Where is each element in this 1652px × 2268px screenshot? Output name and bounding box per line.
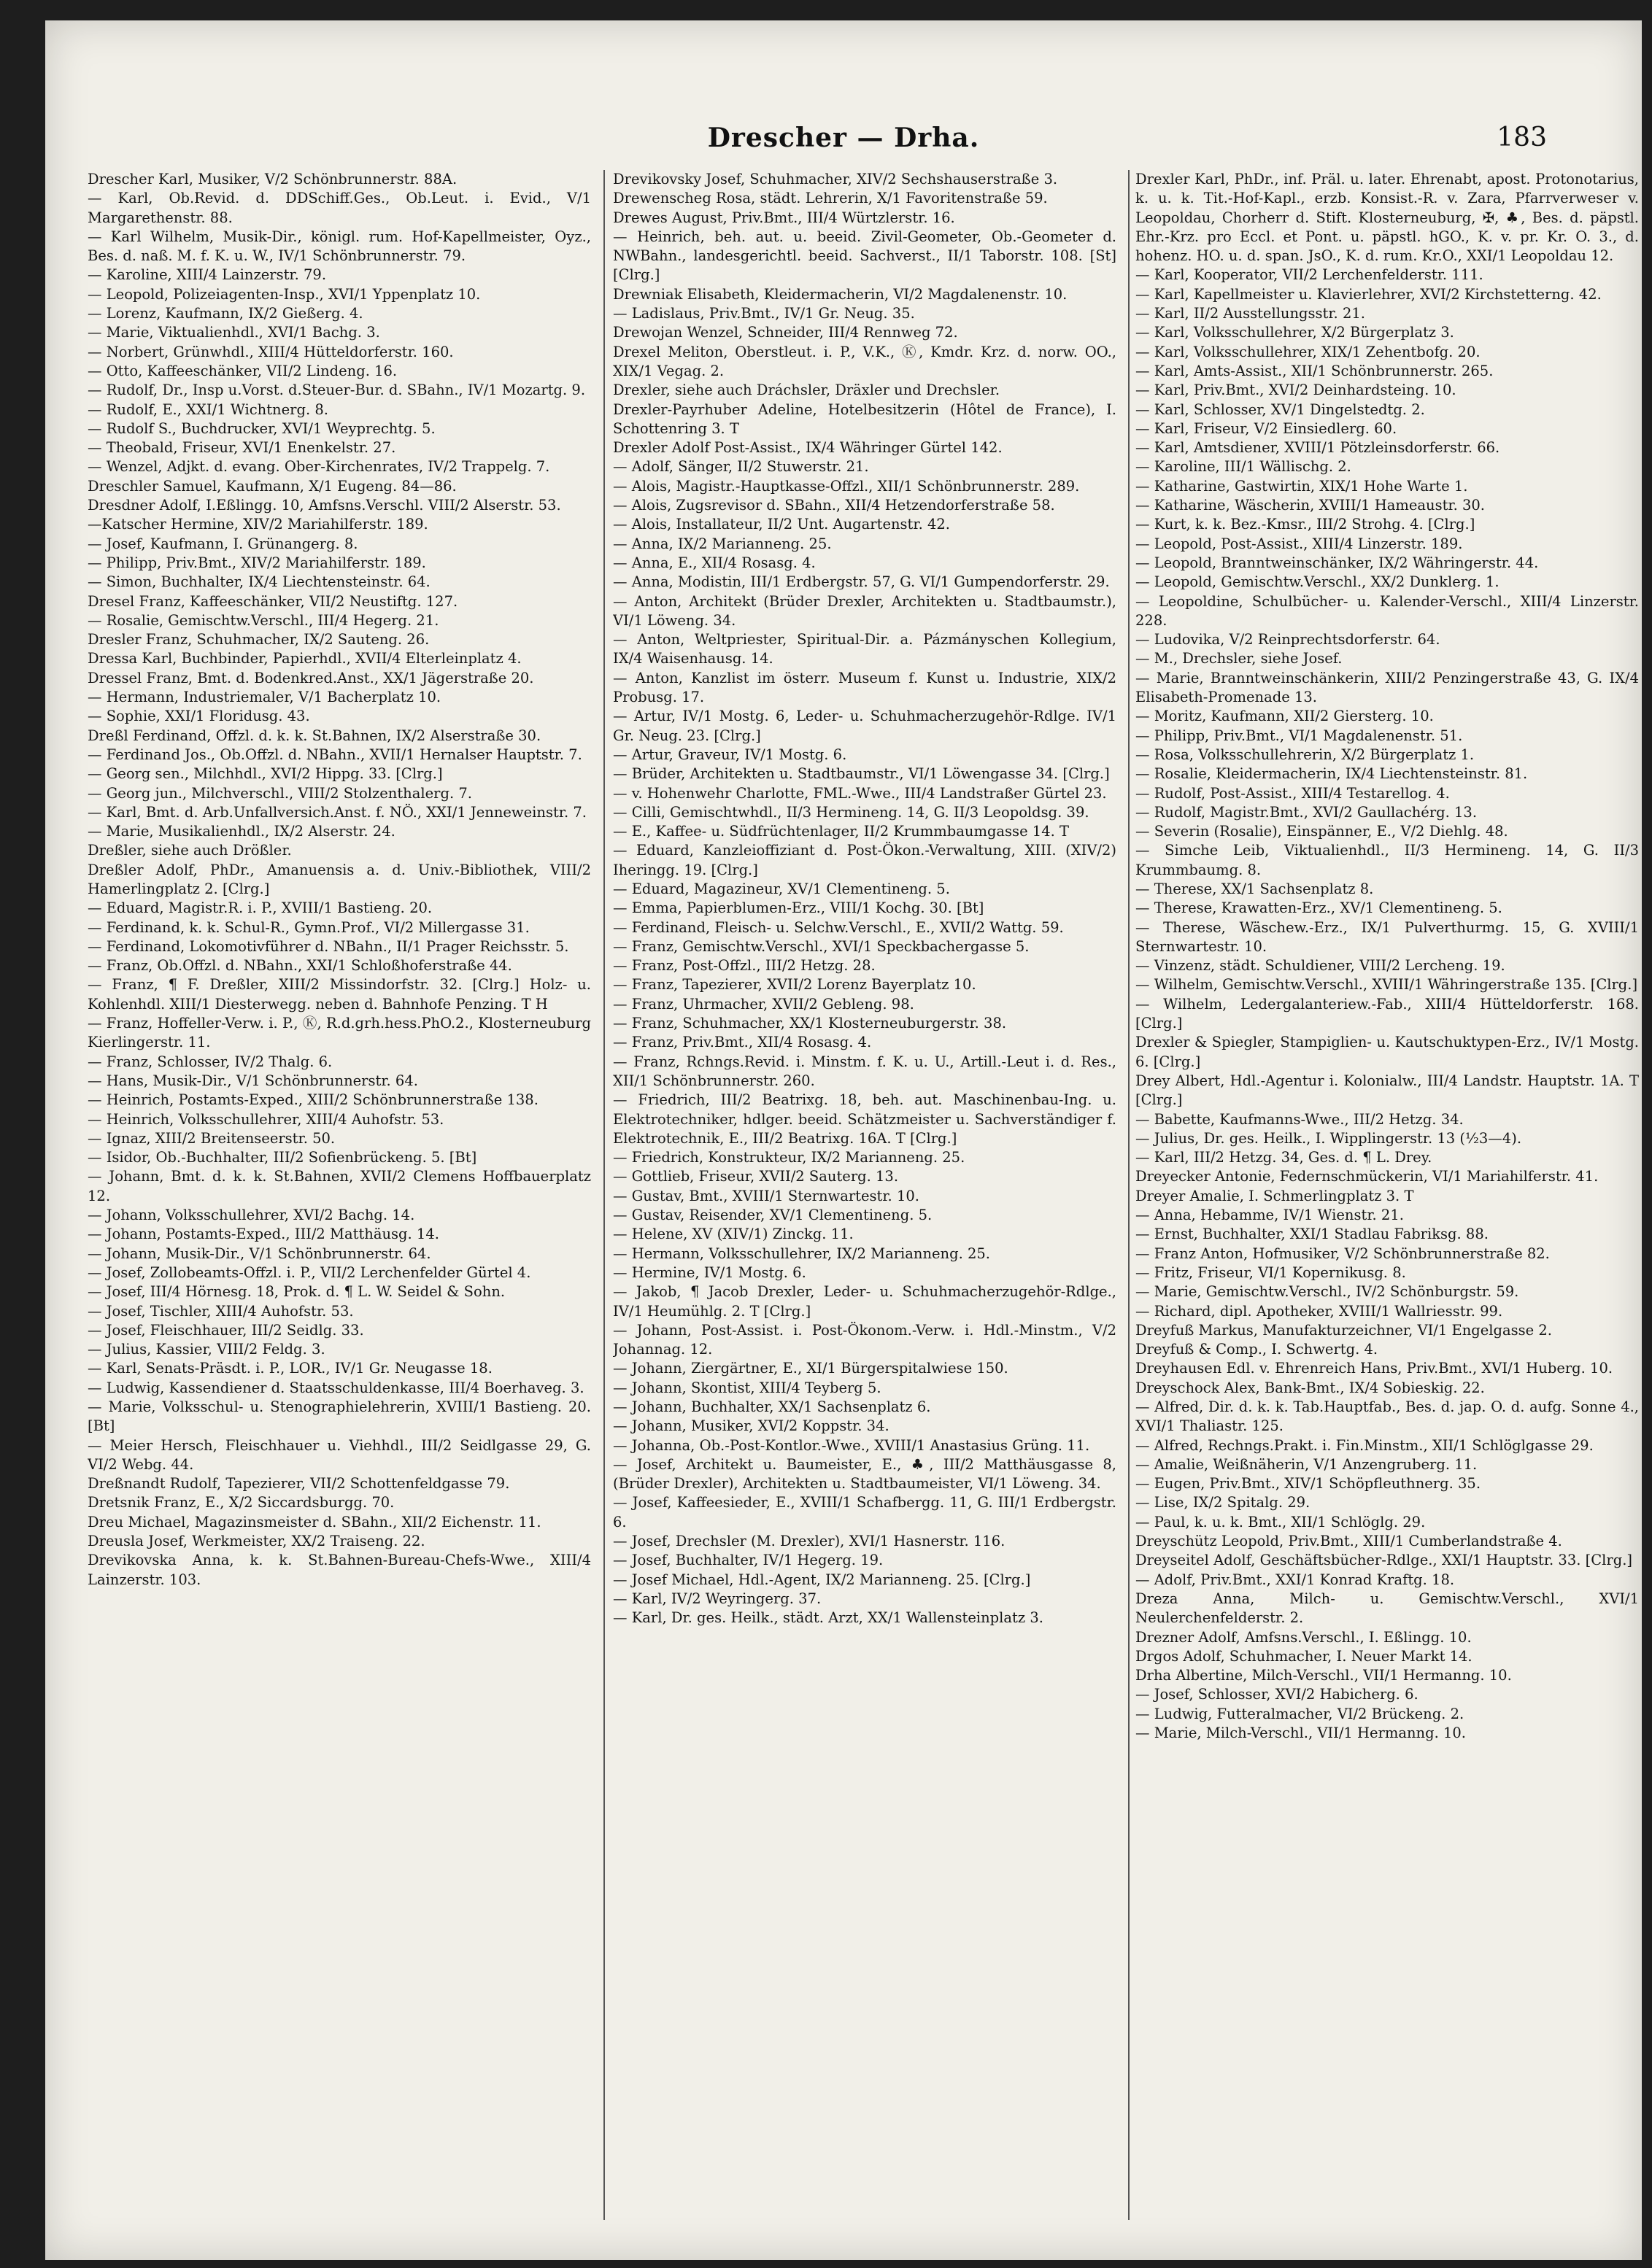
directory-entry: — Marie, Musikalienhdl., IX/2 Alserstr. 24. bbox=[88, 823, 395, 840]
directory-entry: Dretsnik Franz, E., X/2 Siccardsburgg. 70. bbox=[88, 1494, 395, 1512]
directory-entry: Dressel Franz, Bmt. d. Bodenkred.Anst., XX/1 Jägerstraße 20. bbox=[88, 669, 534, 686]
directory-entry: Dreschler Samuel, Kaufmann, X/1 Eugeng. 84—86. bbox=[88, 477, 457, 495]
directory-column-1 bbox=[88, 170, 591, 2242]
directory-entry: — Josef, Kaufmann, I. Grünangerg. 8. bbox=[88, 535, 358, 552]
directory-entry: — Johann, Postamts-Exped., III/2 Matthäusg. 14. bbox=[88, 1226, 439, 1243]
directory-entry: — Karl, II/2 Ausstellungsstr. 21. bbox=[1135, 305, 1365, 322]
directory-entry: — Marie, Volksschul- u. Stenographielehrerin, XVIII/1 Bastieng. 20. [Bt] bbox=[88, 1398, 591, 1435]
directory-entry: — Norbert, Grünwhdl., XIII/4 Hütteldorferstr. 160. bbox=[88, 343, 454, 360]
directory-entry: Drha Albertine, Milch-Verschl., VII/1 Hermanng. 10. bbox=[1135, 1667, 1512, 1684]
directory-entry: — Hans, Musik-Dir., V/1 Schönbrunnerstr. 64. bbox=[88, 1072, 418, 1089]
directory-entry: Drescher Karl, Musiker, V/2 Schönbrunnerstr. 88A. bbox=[88, 171, 458, 187]
directory-entry: — Kurt, k. k. Bez.-Kmsr., III/2 Strohg. 4. [Clrg.] bbox=[1135, 516, 1475, 533]
directory-entry: — Karl, Bmt. d. Arb.Unfallversich.Anst. f. NÖ., XXI/1 Jenneweinstr. 7. bbox=[88, 803, 587, 821]
directory-entry: Dreu Michael, Magazinsmeister d. SBahn., XII/2 Eichenstr. 11. bbox=[88, 1513, 541, 1530]
directory-entry: Drgos Adolf, Schuhmacher, I. Neuer Markt 14. bbox=[1135, 1647, 1472, 1665]
directory-entry: Drexler Karl, PhDr., inf. Präl. u. later. Ehrenabt, apost. Protonotarius, k. u. k. Tit.-Hof-Kapl., erzb. Konsist.-R. v. Zara, Pfarrverweser v. Leopoldau, Chorherr d. Stift. Klosterneuburg, ✠, ♣, Bes. d. päpstl. Ehr.-Krz. pro Eccl. et Pont. u. päpstl. hGO., K. v. pr. Kr. O. 3., d. hohenz. HO. u. d. span. JsO., K. d. rum. Kr.O., XXI/1 Leopoldau 12. bbox=[1135, 171, 1639, 265]
directory-entry: — Franz Anton, Hofmusiker, V/2 Schönbrunnerstraße 82. bbox=[1135, 1245, 1550, 1262]
directory-entry: — v. Hohenwehr Charlotte, FML.-Wwe., III/4 Landstraßer Gürtel 23. bbox=[613, 784, 1107, 802]
directory-entry: — Rosalie, Gemischtw.Verschl., III/4 Hegerg. 21. bbox=[88, 611, 439, 629]
directory-entry: — Anna, Modistin, III/1 Erdbergstr. 57, G. VI/1 Gumpendorferstr. 29. bbox=[613, 573, 1110, 591]
directory-entry: — Artur, Graveur, IV/1 Mostg. 6. bbox=[613, 746, 847, 763]
directory-entry: Dresdner Adolf, I.Eßlingg. 10, Amfsns.Verschl. VIII/2 Alserstr. 53. bbox=[88, 497, 561, 514]
directory-entry: — Johann, Ziergärtner, E., XI/1 Bürgerspitalwiese 150. bbox=[613, 1360, 1008, 1377]
directory-entry: — Franz, Hoffeller-Verw. i. P., Ⓚ, R.d.grh.hess.PhO.2., Klosterneuburg Kierlingerstr. 11. bbox=[88, 1015, 591, 1051]
directory-entry: — Franz, ¶ F. Dreßler, XIII/2 Missindorfstr. 32. [Clrg.] Holz- u. Kohlenhdl. XIII/1 Diesterwegg. neben d. Bahnhofe Penzing. T H bbox=[88, 976, 591, 1013]
directory-entry: — Eugen, Priv.Bmt., XIV/1 Schöpfleuthnerg. 35. bbox=[1135, 1475, 1481, 1493]
directory-entry: — Josef, Kaffeesieder, E., XVIII/1 Schafbergg. 11, G. III/1 Erdbergstr. 6. bbox=[613, 1494, 1116, 1530]
directory-entry: — E., Kaffee- u. Südfrüchtenlager, II/2 Krummbaumgasse 14. T bbox=[613, 823, 1070, 840]
directory-entry: — Josef, Zollobeamts-Offzl. i. P., VII/2 Lerchenfelder Gürtel 4. bbox=[88, 1263, 531, 1281]
directory-entry: Drevikovska Anna, k. k. St.Bahnen-Bureau-Chefs-Wwe., XIII/4 Lainzerstr. 103. bbox=[88, 1552, 591, 1588]
directory-entry: Drewenscheg Rosa, städt. Lehrerin, X/1 Favoritenstraße 59. bbox=[613, 190, 1048, 207]
directory-entry: — Wilhelm, Ledergalanteriew.-Fab., XIII/4 Hütteldorferstr. 168. [Clrg.] bbox=[1135, 995, 1639, 1032]
directory-entry: — Franz, Priv.Bmt., XII/4 Rosasg. 4. bbox=[613, 1034, 872, 1051]
directory-entry: — Therese, XX/1 Sachsenplatz 8. bbox=[1135, 880, 1374, 897]
directory-entry: — Anton, Architekt (Brüder Drexler, Architekten u. Stadtbaumstr.), VI/1 Löweng. 34. bbox=[613, 592, 1116, 629]
directory-entry: — Alois, Zugsrevisor d. SBahn., XII/4 Hetzendorferstraße 58. bbox=[613, 497, 1055, 514]
directory-entry: — Karl Wilhelm, Musik-Dir., königl. rum. Hof-Kapellmeister, Oyz., Bes. d. naß. M. f. K. u. W., IV/1 Schönbrunnerstr. 79. bbox=[88, 228, 591, 265]
directory-entry: Drexler, siehe auch Dráchsler, Dräxler und Drechsler. bbox=[613, 382, 1000, 399]
directory-entry: — Anna, Hebamme, IV/1 Wienstr. 21. bbox=[1135, 1207, 1404, 1224]
directory-entry: — Karl, Volksschullehrer, X/2 Bürgerplatz 3. bbox=[1135, 324, 1454, 341]
directory-entry: — Rudolf, Magistr.Bmt., XVI/2 Gaullachérg. 13. bbox=[1135, 803, 1478, 821]
directory-entry: — Johann, Buchhalter, XX/1 Sachsenplatz 6. bbox=[613, 1398, 931, 1415]
directory-entry: — Johann, Volksschullehrer, XVI/2 Bachg. 14. bbox=[88, 1207, 415, 1224]
directory-entry: — Friedrich, III/2 Beatrixg. 18, beh. aut. Maschinenbau-Ing. u. Elektrotechniker, hdlger. beeid. Schätzmeister u. Sachverständiger f. Elektrotechnik, E., III/2 Beatrixg. 16A. T [Clrg.] bbox=[613, 1091, 1116, 1147]
directory-entry: — Karl, Kooperator, VII/2 Lerchenfelderstr. 111. bbox=[1135, 266, 1483, 284]
directory-entry: — Eduard, Magistr.R. i. P., XVIII/1 Bastieng. 20. bbox=[88, 899, 433, 917]
directory-entry: — Sophie, XXI/1 Floridusg. 43. bbox=[88, 708, 310, 725]
directory-entry: Dreyseitel Adolf, Geschäftsbücher-Rdlge., XXI/1 Hauptstr. 33. [Clrg.] bbox=[1135, 1552, 1633, 1569]
directory-entry: — Josef, Architekt u. Baumeister, E., ♣, III/2 Matthäusgasse 8, (Brüder Drexler), Architekten u. Stadtbaumeister, VI/1 Löweng. 34. bbox=[613, 1455, 1116, 1493]
directory-entry: — Heinrich, Volksschullehrer, XIII/4 Auhofstr. 53. bbox=[88, 1110, 444, 1128]
directory-entry: Dreyschütz Leopold, Priv.Bmt., XIII/1 Cumberlandstraße 4. bbox=[1135, 1533, 1562, 1550]
directory-entry: — Anna, IX/2 Marianneng. 25. bbox=[613, 535, 832, 552]
directory-entry: — Rosa, Volksschullehrerin, X/2 Bürgerplatz 1. bbox=[1135, 746, 1475, 763]
directory-entry: — Franz, Post-Offzl., III/2 Hetzg. 28. bbox=[613, 957, 876, 975]
directory-entry: — Josef, Buchhalter, IV/1 Hegerg. 19. bbox=[613, 1552, 884, 1569]
directory-entry: — Julius, Dr. ges. Heilk., I. Wipplingerstr. 13 (½3—4). bbox=[1135, 1129, 1522, 1147]
directory-entry: — Franz, Ob.Offzl. d. NBahn., XXI/1 Schloßhoferstraße 44. bbox=[88, 957, 512, 975]
directory-entry: — Franz, Rchngs.Revid. i. Minstm. f. K. u. U., Artill.-Leut i. d. Res., XII/1 Schönbrunnerstr. 260. bbox=[613, 1053, 1116, 1089]
directory-entry: — Karl, Amts-Assist., XII/1 Schönbrunnerstr. 265. bbox=[1135, 362, 1494, 379]
directory-entry: Dreza Anna, Milch- u. Gemischtw.Verschl., XVI/1 Neulerchenfelderstr. 2. bbox=[1135, 1590, 1639, 1627]
directory-entry: — Josef, Tischler, XIII/4 Auhofstr. 53. bbox=[88, 1302, 354, 1320]
directory-entry: — Theobald, Friseur, XVI/1 Enenkelstr. 27. bbox=[88, 439, 396, 457]
directory-entry: — Alfred, Dir. d. k. k. Tab.Hauptfab., Bes. d. jap. O. d. aufg. Sonne 4., XVI/1 Thaliastr. 125. bbox=[1135, 1398, 1639, 1435]
directory-entry: — Therese, Krawatten-Erz., XV/1 Clementineng. 5. bbox=[1135, 899, 1502, 917]
directory-entry: Dresler Franz, Schuhmacher, IX/2 Sauteng. 26. bbox=[88, 631, 430, 649]
directory-entry: — Alois, Installateur, II/2 Unt. Augartenstr. 42. bbox=[613, 516, 950, 533]
directory-entry: — Amalie, Weißnäherin, V/1 Anzengruberg. 11. bbox=[1135, 1455, 1478, 1473]
directory-entry: Dreyhausen Edl. v. Ehrenreich Hans, Priv.Bmt., XVI/1 Huberg. 10. bbox=[1135, 1360, 1613, 1377]
directory-entry: — Hermine, IV/1 Mostg. 6. bbox=[613, 1263, 806, 1281]
directory-entry: — Georg jun., Milchverschl., VIII/2 Stolzenthalerg. 7. bbox=[88, 784, 472, 802]
directory-entry: — Simche Leib, Viktualienhdl., II/3 Hermineng. 14, G. II/3 Krummbaumg. 8. bbox=[1135, 842, 1639, 878]
directory-entry: — Heinrich, Postamts-Exped., XIII/2 Schönbrunnerstraße 138. bbox=[88, 1091, 539, 1109]
directory-entry: — Josef, Drechsler (M. Drexler), XVI/1 Hasnerstr. 116. bbox=[613, 1533, 1006, 1550]
directory-column-3 bbox=[1135, 170, 1639, 2242]
directory-entry: Dreyschock Alex, Bank-Bmt., IX/4 Sobieskig. 22. bbox=[1135, 1379, 1485, 1396]
directory-entry: — Richard, dipl. Apotheker, XVIII/1 Wallriesstr. 99. bbox=[1135, 1302, 1503, 1320]
directory-entry: Dreyfuß & Comp., I. Schwertg. 4. bbox=[1135, 1341, 1378, 1358]
directory-entry: — Rudolf S., Buchdrucker, XVI/1 Weyprechtg. 5. bbox=[88, 419, 436, 437]
directory-entry: — Marie, Viktualienhdl., XVI/1 Bachg. 3. bbox=[88, 324, 380, 341]
directory-entry: — Severin (Rosalie), Einspänner, E., V/2 Diehlg. 48. bbox=[1135, 823, 1508, 840]
directory-entry: — Karl, III/2 Hetzg. 34, Ges. d. ¶ L. Drey. bbox=[1135, 1149, 1432, 1166]
directory-entry: — Karl, Ob.Revid. d. DDSchiff.Ges., Ob.Leut. i. Evid., V/1 Margarethenstr. 88. bbox=[88, 190, 591, 226]
directory-entry: — Karl, Amtsdiener, XVIII/1 Pötzleinsdorferstr. 66. bbox=[1135, 439, 1500, 457]
directory-entry: — Karl, Volksschullehrer, XIX/1 Zehentbofg. 20. bbox=[1135, 343, 1481, 360]
directory-entry: — Johann, Skontist, XIII/4 Teyberg 5. bbox=[613, 1379, 881, 1396]
directory-entry: — Philipp, Priv.Bmt., XIV/2 Mariahilferstr. 189. bbox=[88, 554, 426, 571]
directory-entry: — Marie, Gemischtw.Verschl., IV/2 Schönburgstr. 59. bbox=[1135, 1283, 1519, 1301]
directory-entry: Dreyfuß Markus, Manufakturzeichner, VI/1 Engelgasse 2. bbox=[1135, 1321, 1552, 1339]
directory-entry: — Simon, Buchhalter, IX/4 Liechtensteinstr. 64. bbox=[88, 573, 431, 591]
directory-entry: — Julius, Kassier, VIII/2 Feldg. 3. bbox=[88, 1341, 325, 1358]
directory-entry: — Heinrich, beh. aut. u. beeid. Zivil-Geometer, Ob.-Geometer d. NWBahn., landesgerichtl. beeid. Sachverst., II/1 Taborstr. 108. [St] [Clrg.] bbox=[613, 228, 1116, 284]
directory-entry: — Artur, IV/1 Mostg. 6, Leder- u. Schuhmacherzugehör-Rdlge. IV/1 Gr. Neug. 23. [Clrg.] bbox=[613, 708, 1116, 744]
directory-entry: — Leopold, Gemischtw.Verschl., XX/2 Dunklerg. 1. bbox=[1135, 573, 1499, 591]
directory-entry: — Karl, Dr. ges. Heilk., städt. Arzt, XX/1 Wallensteinplatz 3. bbox=[613, 1609, 1043, 1627]
directory-entry: — Ladislaus, Priv.Bmt., IV/1 Gr. Neug. 35. bbox=[613, 305, 915, 322]
directory-entry: — Leopold, Branntweinschänker, IX/2 Währingerstr. 44. bbox=[1135, 554, 1539, 571]
directory-entry: — Johann, Musiker, XVI/2 Koppstr. 34. bbox=[613, 1417, 889, 1435]
directory-entry: — Helene, XV (XIV/1) Zinckg. 11. bbox=[613, 1226, 854, 1243]
directory-entry: — Anna, E., XII/4 Rosasg. 4. bbox=[613, 554, 816, 571]
directory-entry: Drexler-Payrhuber Adeline, Hotelbesitzerin (Hôtel de France), I. Schottenring 3. T bbox=[613, 400, 1116, 437]
directory-column-2 bbox=[613, 170, 1116, 2242]
directory-entry: — Karl, Kapellmeister u. Klavierlehrer, XVI/2 Kirchstetterng. 42. bbox=[1135, 285, 1602, 303]
directory-entry: Drewes August, Priv.Bmt., III/4 Würtzlerstr. 16. bbox=[613, 209, 955, 226]
directory-entry: — Franz, Schlosser, IV/2 Thalg. 6. bbox=[88, 1053, 333, 1070]
page-header bbox=[45, 117, 1642, 160]
directory-entry: — Franz, Tapezierer, XVII/2 Lorenz Bayerplatz 10. bbox=[613, 976, 976, 994]
directory-entry: — Philipp, Priv.Bmt., VI/1 Magdalenenstr. 51. bbox=[1135, 727, 1463, 744]
page-number: 183 bbox=[1497, 123, 1547, 152]
directory-entry: — Lise, IX/2 Spitalg. 29. bbox=[1135, 1494, 1311, 1512]
directory-entry: — Ernst, Buchhalter, XXI/1 Stadlau Fabriksg. 88. bbox=[1135, 1226, 1489, 1243]
directory-entry: — Ludwig, Futteralmacher, VI/2 Brückeng. 2. bbox=[1135, 1705, 1464, 1722]
directory-entry: — Friedrich, Konstrukteur, IX/2 Marianneng. 25. bbox=[613, 1149, 965, 1166]
directory-entry: — Isidor, Ob.-Buchhalter, III/2 Sofienbrückeng. 5. [Bt] bbox=[88, 1149, 477, 1166]
directory-entry: Dreßler Adolf, PhDr., Amanuensis a. d. Univ.-Bibliothek, VIII/2 Hamerlingplatz 2. [Clrg.] bbox=[88, 861, 591, 897]
directory-entry: — Johann, Post-Assist. i. Post-Ökonom.-Verw. i. Hdl.-Minstm., V/2 Johannag. 12. bbox=[613, 1321, 1116, 1358]
directory-entry: Dressa Karl, Buchbinder, Papierhdl., XVII/4 Elterleinplatz 4. bbox=[88, 650, 522, 667]
directory-entry: Drexler & Spiegler, Stampiglien- u. Kautschuktypen-Erz., IV/1 Mostg. 6. [Clrg.] bbox=[1135, 1034, 1639, 1070]
directory-entry: — Johanna, Ob.-Post-Kontlor.-Wwe., XVIII/1 Anastasius Grüng. 11. bbox=[613, 1436, 1090, 1454]
directory-entry: — Josef, Schlosser, XVI/2 Habicherg. 6. bbox=[1135, 1686, 1419, 1703]
directory-entry: — Leopold, Post-Assist., XIII/4 Linzerstr. 189. bbox=[1135, 535, 1463, 552]
directory-entry: — Therese, Wäschew.-Erz., IX/1 Pulverthurmg. 15, G. XVIII/1 Sternwartestr. 10. bbox=[1135, 918, 1639, 955]
directory-entry: — Katharine, Wäscherin, XVIII/1 Hameaustr. 30. bbox=[1135, 497, 1486, 514]
directory-entry: — Josef, III/4 Hörnesg. 18, Prok. d. ¶ L. W. Seidel & Sohn. bbox=[88, 1283, 506, 1301]
document-page bbox=[45, 20, 1642, 2260]
column-divider bbox=[1128, 170, 1130, 2220]
directory-entry: — Eduard, Kanzleioffiziant d. Post-Ökon.-Verwaltung, XIII. (XIV/2) Iheringg. 19. [Clrg.] bbox=[613, 842, 1116, 878]
directory-entry: Drexel Meliton, Oberstleut. i. P., V.K., Ⓚ, Kmdr. Krz. d. norw. OO., XIX/1 Vegag. 2. bbox=[613, 343, 1116, 379]
directory-entry: — Rudolf, Dr., Insp u.Vorst. d.Steuer-Bur. d. SBahn., IV/1 Mozartg. 9. bbox=[88, 382, 586, 399]
directory-entry: — Babette, Kaufmanns-Wwe., III/2 Hetzg. 34. bbox=[1135, 1110, 1464, 1128]
directory-entry: — Jakob, ¶ Jacob Drexler, Leder- u. Schuhmacherzugehör-Rdlge., IV/1 Heumühlg. 2. T [Clrg.] bbox=[613, 1283, 1116, 1320]
directory-entry: — Paul, k. u. k. Bmt., XII/1 Schlöglg. 29. bbox=[1135, 1513, 1426, 1530]
directory-entry: — Karl, Friseur, V/2 Einsiedlerg. 60. bbox=[1135, 419, 1397, 437]
directory-entry: — Adolf, Priv.Bmt., XXI/1 Konrad Kraftg. 18. bbox=[1135, 1571, 1455, 1588]
directory-entry: Dresel Franz, Kaffeeschänker, VII/2 Neustiftg. 127. bbox=[88, 592, 458, 610]
directory-entry: — Ferdinand Jos., Ob.Offzl. d. NBahn., XVII/1 Hernalser Hauptstr. 7. bbox=[88, 746, 582, 763]
directory-entry: Dreyer Amalie, I. Schmerlingplatz 3. T bbox=[1135, 1187, 1414, 1204]
directory-entry: — Alois, Magistr.-Hauptkasse-Offzl., XII/1 Schönbrunnerstr. 289. bbox=[613, 477, 1080, 495]
directory-entry: — Lorenz, Kaufmann, IX/2 Gießerg. 4. bbox=[88, 305, 363, 322]
directory-entry: Drexler Adolf Post-Assist., IX/4 Währinger Gürtel 142. bbox=[613, 439, 1003, 457]
directory-entry: — Franz, Gemischtw.Verschl., XVI/1 Speckbachergasse 5. bbox=[613, 937, 1030, 955]
directory-entry: — Eduard, Magazineur, XV/1 Clementineng. 5. bbox=[613, 880, 950, 897]
directory-entry: — Gottlieb, Friseur, XVII/2 Sauterg. 13. bbox=[613, 1168, 899, 1185]
directory-entry: — Meier Hersch, Fleischhauer u. Viehhdl., III/2 Seidlgasse 29, G. VI/2 Webg. 44. bbox=[88, 1436, 591, 1473]
directory-entry: — Marie, Milch-Verschl., VII/1 Hermanng. 10. bbox=[1135, 1725, 1467, 1742]
directory-entry: — Rudolf, E., XXI/1 Wichtnerg. 8. bbox=[88, 400, 328, 418]
directory-entry: — Rudolf, Post-Assist., XIII/4 Testarellog. 4. bbox=[1135, 784, 1450, 802]
directory-entry: —Katscher Hermine, XIV/2 Mariahilferstr. 189. bbox=[88, 516, 428, 533]
directory-entry: — Johann, Musik-Dir., V/1 Schönbrunnerstr. 64. bbox=[88, 1245, 431, 1262]
directory-entry: — Cilli, Gemischtwhdl., II/3 Hermineng. 14, G. II/3 Leopoldsg. 39. bbox=[613, 803, 1089, 821]
directory-entry: — Wenzel, Adjkt. d. evang. Ober-Kirchenrates, IV/2 Trappelg. 7. bbox=[88, 458, 550, 476]
directory-entry: — Brüder, Architekten u. Stadtbaumstr., VI/1 Löwengasse 34. [Clrg.] bbox=[613, 765, 1110, 783]
directory-entry: — Karoline, XIII/4 Lainzerstr. 79. bbox=[88, 266, 327, 284]
directory-entry: — M., Drechsler, siehe Josef. bbox=[1135, 650, 1343, 667]
directory-entry: — Georg sen., Milchhdl., XVI/2 Hippg. 33. [Clrg.] bbox=[88, 765, 443, 783]
directory-entry: — Anton, Weltpriester, Spiritual-Dir. a. Pázmányschen Kollegium, IX/4 Waisenhausg. 14. bbox=[613, 631, 1116, 667]
directory-entry: — Leopoldine, Schulbücher- u. Kalender-Verschl., XIII/4 Linzerstr. 228. bbox=[1135, 592, 1639, 629]
directory-entry: — Adolf, Sänger, II/2 Stuwerstr. 21. bbox=[613, 458, 869, 476]
directory-entry: — Karl, IV/2 Weyringerg. 37. bbox=[613, 1590, 822, 1607]
directory-entry: — Karl, Schlosser, XV/1 Dingelstedtg. 2. bbox=[1135, 400, 1425, 418]
directory-entry: — Vinzenz, städt. Schuldiener, VIII/2 Lercheng. 19. bbox=[1135, 957, 1505, 975]
directory-entry: — Ferdinand, Fleisch- u. Selchw.Verschl., E., XVII/2 Wattg. 59. bbox=[613, 918, 1064, 936]
directory-entry: — Hermann, Volksschullehrer, IX/2 Marianneng. 25. bbox=[613, 1245, 990, 1262]
directory-entry: — Wilhelm, Gemischtw.Verschl., XVIII/1 Währingerstraße 135. [Clrg.] bbox=[1135, 976, 1638, 994]
directory-entry: — Emma, Papierblumen-Erz., VIII/1 Kochg. 30. [Bt] bbox=[613, 899, 984, 917]
column-divider bbox=[603, 170, 605, 2220]
directory-entry: — Fritz, Friseur, VI/1 Kopernikusg. 8. bbox=[1135, 1263, 1406, 1281]
directory-entry: — Karoline, III/1 Wällischg. 2. bbox=[1135, 458, 1351, 476]
directory-entry: — Franz, Schuhmacher, XX/1 Klosterneuburgerstr. 38. bbox=[613, 1015, 1007, 1032]
directory-entry: — Johann, Bmt. d. k. k. St.Bahnen, XVII/2 Clemens Hoffbauerplatz 12. bbox=[88, 1168, 591, 1204]
directory-entry: — Ferdinand, k. k. Schul-R., Gymn.Prof., VI/2 Millergasse 31. bbox=[88, 918, 530, 936]
directory-entry: — Josef Michael, Hdl.-Agent, IX/2 Marianneng. 25. [Clrg.] bbox=[613, 1571, 1031, 1588]
directory-entry: Drewniak Elisabeth, Kleidermacherin, VI/2 Magdalenenstr. 10. bbox=[613, 285, 1068, 303]
directory-entry: Dreyecker Antonie, Federnschmückerin, VI/1 Mariahilferstr. 41. bbox=[1135, 1168, 1599, 1185]
directory-entry: Dreßl Ferdinand, Offzl. d. k. k. St.Bahnen, IX/2 Alserstraße 30. bbox=[88, 727, 541, 744]
directory-entry: — Franz, Uhrmacher, XVII/2 Gebleng. 98. bbox=[613, 995, 914, 1013]
directory-entry: — Ignaz, XIII/2 Breitenseerstr. 50. bbox=[88, 1129, 336, 1147]
directory-entry: — Karl, Priv.Bmt., XVI/2 Deinhardsteing. 10. bbox=[1135, 382, 1456, 399]
directory-entry: — Anton, Kanzlist im österr. Museum f. Kunst u. Industrie, XIX/2 Probusg. 17. bbox=[613, 669, 1116, 706]
directory-entry: Drevikovsky Josef, Schuhmacher, XIV/2 Sechshauserstraße 3. bbox=[613, 171, 1058, 187]
directory-entry: — Moritz, Kaufmann, XII/2 Giersterg. 10. bbox=[1135, 708, 1434, 725]
directory-entry: Drey Albert, Hdl.-Agentur i. Kolonialw., III/4 Landstr. Hauptstr. 1A. T [Clrg.] bbox=[1135, 1072, 1639, 1109]
directory-entry: — Karl, Senats-Präsdt. i. P., LOR., IV/1 Gr. Neugasse 18. bbox=[88, 1360, 493, 1377]
directory-entry: — Leopold, Polizeiagenten-Insp., XVI/1 Yppenplatz 10. bbox=[88, 285, 481, 303]
directory-entry: Dreßnandt Rudolf, Tapezierer, VII/2 Schottenfeldgasse 79. bbox=[88, 1475, 510, 1493]
directory-entry: — Alfred, Rechngs.Prakt. i. Fin.Minstm., XII/1 Schlöglgasse 29. bbox=[1135, 1436, 1594, 1454]
directory-entry: Drewojan Wenzel, Schneider, III/4 Rennweg 72. bbox=[613, 324, 958, 341]
directory-entry: — Josef, Fleischhauer, III/2 Seidlg. 33. bbox=[88, 1321, 364, 1339]
directory-entry: — Ludovika, V/2 Reinprechtsdorferstr. 64. bbox=[1135, 631, 1440, 649]
directory-entry: — Otto, Kaffeeschänker, VII/2 Lindeng. 16. bbox=[88, 362, 398, 379]
directory-entry: — Gustav, Bmt., XVIII/1 Sternwartestr. 10. bbox=[613, 1187, 919, 1204]
directory-entry: — Ludwig, Kassendiener d. Staatsschuldenkasse, III/4 Boerhaveg. 3. bbox=[88, 1379, 584, 1396]
directory-entry: — Rosalie, Kleidermacherin, IX/4 Liechtensteinstr. 81. bbox=[1135, 765, 1528, 783]
directory-entry: — Gustav, Reisender, XV/1 Clementineng. 5. bbox=[613, 1207, 933, 1224]
directory-entry: — Hermann, Industriemaler, V/1 Bacherplatz 10. bbox=[88, 689, 441, 706]
directory-entry: — Ferdinand, Lokomotivführer d. NBahn., II/1 Prager Reichsstr. 5. bbox=[88, 937, 569, 955]
directory-entry: — Marie, Branntweinschänkerin, XIII/2 Penzingerstraße 43, G. IX/4 Elisabeth-Promenade 13. bbox=[1135, 669, 1639, 706]
directory-entry: Dreusla Josef, Werkmeister, XX/2 Traiseng. 22. bbox=[88, 1533, 425, 1550]
directory-entry: Drezner Adolf, Amfsns.Verschl., I. Eßlingg. 10. bbox=[1135, 1628, 1472, 1646]
directory-entry: Dreßler, siehe auch Drößler. bbox=[88, 842, 292, 859]
running-head: Drescher — Drha. bbox=[707, 123, 980, 153]
directory-entry: — Katharine, Gastwirtin, XIX/1 Hohe Warte 1. bbox=[1135, 477, 1468, 495]
